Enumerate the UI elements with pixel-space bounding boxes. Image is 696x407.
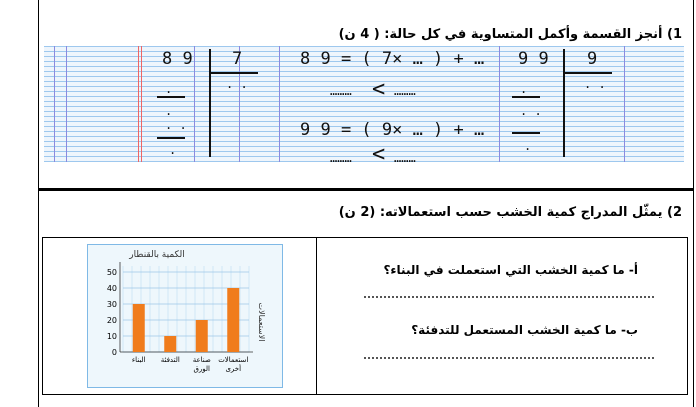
division-1-quotient: . .	[226, 77, 248, 91]
question-2-divider	[316, 237, 317, 395]
chart-bar	[196, 320, 208, 352]
division-2-quotient: . .	[584, 77, 606, 91]
chart-xlabel: الاستعمالات	[257, 302, 266, 342]
answer-line-b[interactable]	[364, 357, 654, 359]
equation-2-blank-right[interactable]: ………	[394, 151, 416, 165]
chart-y-tick-label: 10	[106, 332, 117, 341]
question-2b: ب- ما كمية الخشب المستعمل للتدفئة؟	[411, 323, 638, 337]
division-1-divisor: 7	[232, 49, 243, 69]
chart-y-tick-label: 20	[106, 316, 117, 325]
equation-1-blank-left[interactable]: ………	[330, 84, 352, 98]
margin-line	[141, 46, 142, 162]
question-2a: أ- ما كمية الخشب التي استعملت في البناء؟	[383, 263, 638, 277]
division-2-divisor: 9	[587, 49, 598, 69]
page-border-right	[693, 0, 694, 407]
answer-line-a[interactable]	[364, 296, 654, 298]
chart-y-tick-label: 30	[106, 300, 117, 309]
equation-2-sign: <	[372, 142, 386, 167]
chart-x-tick-label: صناعة	[192, 356, 211, 364]
margin-line	[138, 46, 139, 162]
chart-x-tick-label: أخرى	[225, 365, 242, 373]
division-1-dividend: 8 9	[162, 49, 193, 69]
chart-y-tick-label: 50	[106, 268, 117, 277]
question-1-title: 1) أنجز القسمة وأكمل المتساوية في كل حالة: ( 4 ن)	[338, 27, 682, 42]
chart-ylabel: الكمية بالقنطار	[129, 250, 185, 260]
question-2-title: 2) يمثّل المدراج كمية الخشب حسب استعمالاته: (2 ن)	[338, 205, 682, 220]
equation-2-blank-left[interactable]: ………	[330, 151, 352, 165]
chart-x-tick-label: الورق	[193, 365, 211, 373]
chart-y-tick-label: 0	[111, 348, 117, 357]
histogram-chart	[87, 244, 283, 388]
chart-bar	[164, 336, 176, 352]
chart-x-tick-label: التدفئة	[160, 356, 180, 364]
division-2-dividend: 9 9	[518, 49, 549, 69]
chart-x-tick-label: استعمالات	[218, 356, 249, 364]
section-separator	[38, 188, 694, 191]
chart-y-tick-label: 40	[106, 284, 117, 293]
equation-1-blank-right[interactable]: ………	[394, 84, 416, 98]
chart-bar	[133, 304, 145, 352]
chart-bar	[227, 288, 239, 352]
ruled-paper-exercise: 8 9 7 . . . . . . . 8 9 = ( 7× … ) + … ……… < ……… 9 9 = ( 9× … ) + … ……… < ……… 9 9 9 . . . . . .	[44, 46, 684, 162]
page-border-left	[38, 0, 39, 407]
equation-1-sign: <	[372, 77, 386, 102]
equation-1-line1: 8 9 = ( 7× … ) + …	[300, 49, 485, 69]
chart-x-tick-label: البناء	[131, 356, 146, 364]
equation-2-line1: 9 9 = ( 9× … ) + …	[300, 120, 485, 140]
